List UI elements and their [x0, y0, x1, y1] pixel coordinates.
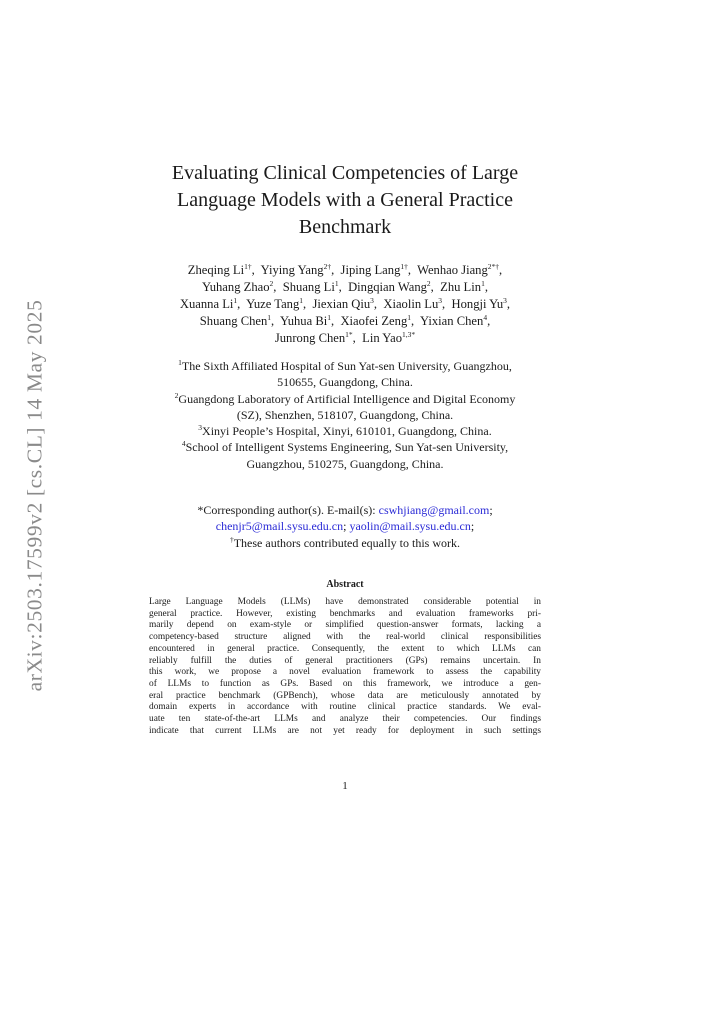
affiliation-line: $^2$Guangdong Laboratory of Artificial Intelligence and Digital Economy [174, 390, 516, 406]
author-name: Lin Yao [362, 331, 403, 345]
abstract-line: reliably fulfill the duties of general practitioners (GPs) remains uncertain. In [149, 655, 541, 666]
abstract-line: encountered in general practice. Consequently, the extent to which LLMs can [149, 643, 541, 654]
author-line: Zheqing $Li^{1\dagger}$, Yiying Yang$^{2\dagger}$, Jiping Lang$^{1\dagger}$, Wenhao Jiang$^{2*\dagger}$, [187, 262, 503, 277]
arxiv-identifier-text: arXiv:2503.17599v2 [cs.CL] 14 May 2025 [22, 299, 47, 691]
email-link[interactable]: yaolin@mail.sysu.edu.cn [349, 519, 471, 534]
title-line: Language Models with a General Practice [177, 189, 513, 211]
abstract-line: indicate that current LLMs are not yet ready for deployment in such settings [149, 725, 541, 736]
author-name: Jiping Lang [340, 263, 401, 277]
abstract-line: domain experts in accordance with routine clinical practice standards. We eval- [149, 702, 541, 713]
abstract-line: marily depend on exam-style or simplified question-answer formats, lacking a [149, 620, 541, 631]
author-name: Xiaolin Lu [383, 297, 439, 311]
abstract-line: general practice. However, existing benchmarks and evaluation frameworks pri- [149, 608, 541, 619]
abstract-heading: Abstract [326, 579, 364, 590]
affiliation-line: $^3$Xinyi People’s Hospital, Xinyi, 610101, Guangdong, China. [198, 423, 492, 439]
affiliation-line: $^1$The Sixth Affiliated Hospital of Sun Yat-sen University, Guangzhou, [178, 358, 512, 373]
abstract-line: Large Language Models (LLMs) have demonstrated considerable potential in [149, 597, 541, 607]
abstract-line: of LLMs to function as GPs. Based on this framework, we introduce a gen- [149, 678, 541, 689]
abstract-line: uate ten state-of-the-art LLMs and analyze their competencies. Our findings [149, 714, 541, 725]
author-name: Yiying Yang [260, 263, 324, 277]
abstract-line: eral practice benchmark (GPBench), whose data are meticulously annotated by [149, 690, 541, 701]
author-name: Yuhua Bi [280, 314, 328, 328]
page-number: 1 [342, 780, 348, 792]
affiliation-line: 510655, Guangdong, China. [277, 375, 413, 390]
author-name: Yuze Tang [246, 297, 300, 311]
author-name: Junrong Chen [274, 331, 346, 345]
affiliation-list [130, 358, 560, 472]
author-line: Xuanna Li$^1$, Yuze Tang$^1$, Jiexian Qiu$^3$, Xiaolin Lu$^3$, Hongji Yu$^3$, [179, 296, 511, 311]
author-name: Zhu Lin [440, 280, 482, 294]
email-link[interactable]: chenjr5@mail.sysu.edu.cn [215, 519, 344, 534]
correspondence-block [130, 502, 560, 551]
abstract-text [149, 597, 541, 737]
author-name: Dingqian Wang [348, 280, 427, 294]
author-line: Shuang Chen$^1$, Yuhua Bi$^1$, Xiaofei Zeng$^1$, Yixian Chen$^4$, [199, 313, 491, 328]
author-name: Xiaofei Zeng [340, 314, 408, 328]
correspondence-line: chenjr5@mail.sysu.edu.cn; yaolin@mail.sysu.edu.cn; [215, 519, 475, 534]
affiliation-line: $^4$School of Intelligent Systems Engineering, Sun Yat-sen University, [181, 439, 509, 455]
paper-title [130, 160, 560, 241]
abstract-line: competency-based structure aligned with the real-world clinical responsibilities [149, 632, 541, 643]
author-name: Yuhang Zhao [202, 280, 270, 294]
author-name: Wenhao Jiang [417, 263, 488, 277]
author-name: Shuang Chen [199, 314, 268, 328]
affiliation-line: Guangzhou, 510275, Guangdong, China. [246, 456, 444, 471]
author-name: Xuanna Li [179, 297, 234, 311]
author-line: Junrong Chen$^{1*}$, Lin Yao$^{1,3*}$ [274, 330, 416, 345]
author-name: Hongji Yu [451, 297, 504, 311]
author-name: Yixian Chen [419, 314, 484, 328]
arxiv-identifier-stamp [16, 299, 54, 691]
author-name: Zheqing Li [187, 263, 245, 277]
title-line: Benchmark [298, 216, 392, 238]
author-list [130, 262, 560, 347]
author-name: Jiexian Qiu [312, 297, 371, 311]
author-line: Yuhang Zhao$^2$, Shuang Li$^1$, Dingqian Wang$^2$, Zhu Lin$^1$, [202, 279, 488, 294]
email-link[interactable]: cswhjiang@gmail.com [378, 503, 490, 517]
abstract-line: this work, we propose a novel evaluation framework to assess the capability [149, 667, 541, 678]
correspondence-line: *Corresponding author(s). E-mail(s): cswhjiang@gmail.com; [197, 503, 493, 517]
equal-contribution-note: †These authors contributed equally to this work. [229, 534, 461, 550]
author-name: Shuang Li [282, 280, 335, 294]
title-line: Evaluating Clinical Competencies of Large [171, 162, 519, 184]
affiliation-line: (SZ), Shenzhen, 518107, Guangdong, China. [236, 407, 454, 422]
